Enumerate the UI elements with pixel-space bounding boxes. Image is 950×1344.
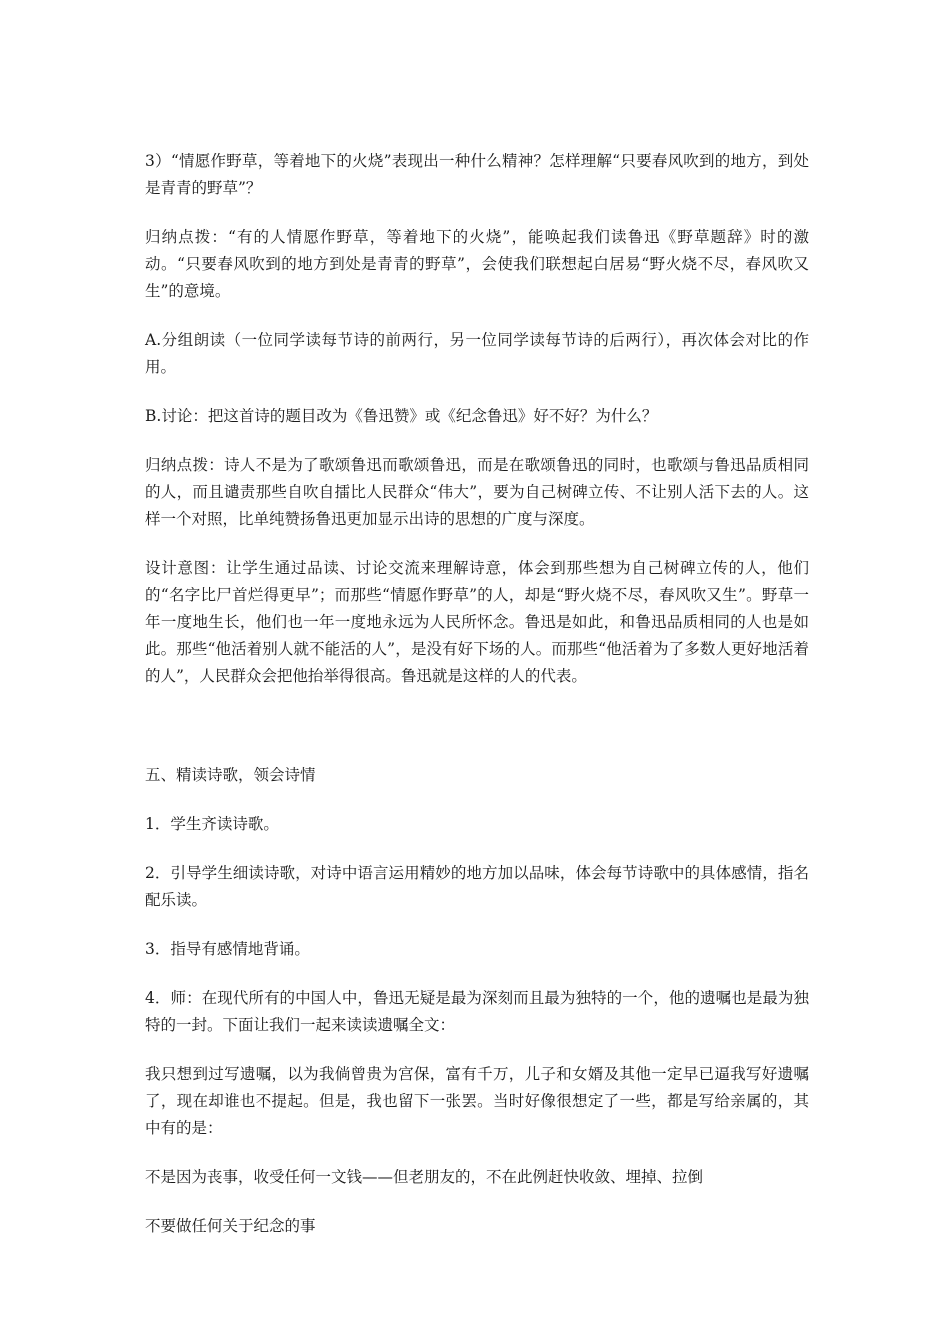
step-2-paragraph: 2．引导学生细读诗歌，对诗中语言运用精妙的地方加以品味，体会每节诗歌中的具体感情，指名配乐读。: [145, 864, 809, 909]
section-heading: 五、精读诗歌，领会诗情: [145, 766, 316, 784]
summary-paragraph-2: 归纳点拨：诗人不是为了歌颂鲁迅而歌颂鲁迅，而是在歌颂鲁迅的同时，也歌颂与鲁迅品质相同的人，而且谴责那些自吹自擂比人民群众“伟大”，要为自己树碑立传、不让别人活下去的人。这样一个对照，比单纯赞扬鲁迅更加显示出诗的思想的广度与深度。: [145, 456, 809, 528]
activity-b-paragraph: B.讨论：把这首诗的题目改为《鲁迅赞》或《纪念鲁迅》好不好？为什么？: [145, 407, 658, 425]
will-item-1: 不是因为丧事，收受任何一文钱——但老朋友的，不在此例赶快收敛、埋掉、拉倒: [145, 1168, 704, 1186]
will-quote-paragraph: 我只想到过写遗嘱，以为我倘曾贵为宫保，富有千万，儿子和女婿及其他一定早已逼我写好遗嘱了，现在却谁也不提起。但是，我也留下一张罢。当时好像很想定了一些，都是写给亲属的，其中有的是：: [145, 1065, 809, 1137]
step-3-paragraph: 3．指导有感情地背诵。: [145, 940, 310, 958]
step-1-paragraph: 1．学生齐读诗歌。: [145, 815, 279, 833]
summary-paragraph-1: 归纳点拨：“有的人情愿作野草，等着地下的火烧”，能唤起我们读鲁迅《野草题辞》时的激动。“只要春风吹到的地方到处是青青的野草”，会使我们联想起白居易“野火烧不尽，春风吹又生”的意境。: [145, 228, 809, 300]
activity-a-paragraph: A.分组朗读（一位同学读每节诗的前两行，另一位同学读每节诗的后两行），再次体会对比的作用。: [145, 331, 809, 376]
document-page: [145, 148, 809, 1262]
section-spacer: [145, 712, 809, 762]
step-4-paragraph: 4．师：在现代所有的中国人中，鲁迅无疑是最为深刻而且最为独特的一个，他的遗嘱也是最为独特的一封。下面让我们一起来读读遗嘱全文：: [145, 989, 809, 1034]
will-item-2: 不要做任何关于纪念的事: [145, 1217, 316, 1235]
design-intent-paragraph: 设计意图：让学生通过品读、讨论交流来理解诗意，体会到那些想为自己树碑立传的人，他们的“名字比尸首烂得更早”；而那些“情愿作野草”的人，却是“野火烧不尽，春风吹又生”。野草一年一度地生长，他们也一年一度地永远为人民所怀念。鲁迅是如此，和鲁迅品质相同的人也是如此。那些“他活着别人就不能活的人”，是没有好下场的人。而那些“他活着为了多数人更好地活着的人”，人民群众会把他抬举得很高。鲁迅就是这样的人的代表。: [145, 559, 809, 685]
question-paragraph: 3）“情愿作野草，等着地下的火烧”表现出一种什么精神？怎样理解“只要春风吹到的地方，到处是青青的野草”？: [145, 152, 809, 197]
